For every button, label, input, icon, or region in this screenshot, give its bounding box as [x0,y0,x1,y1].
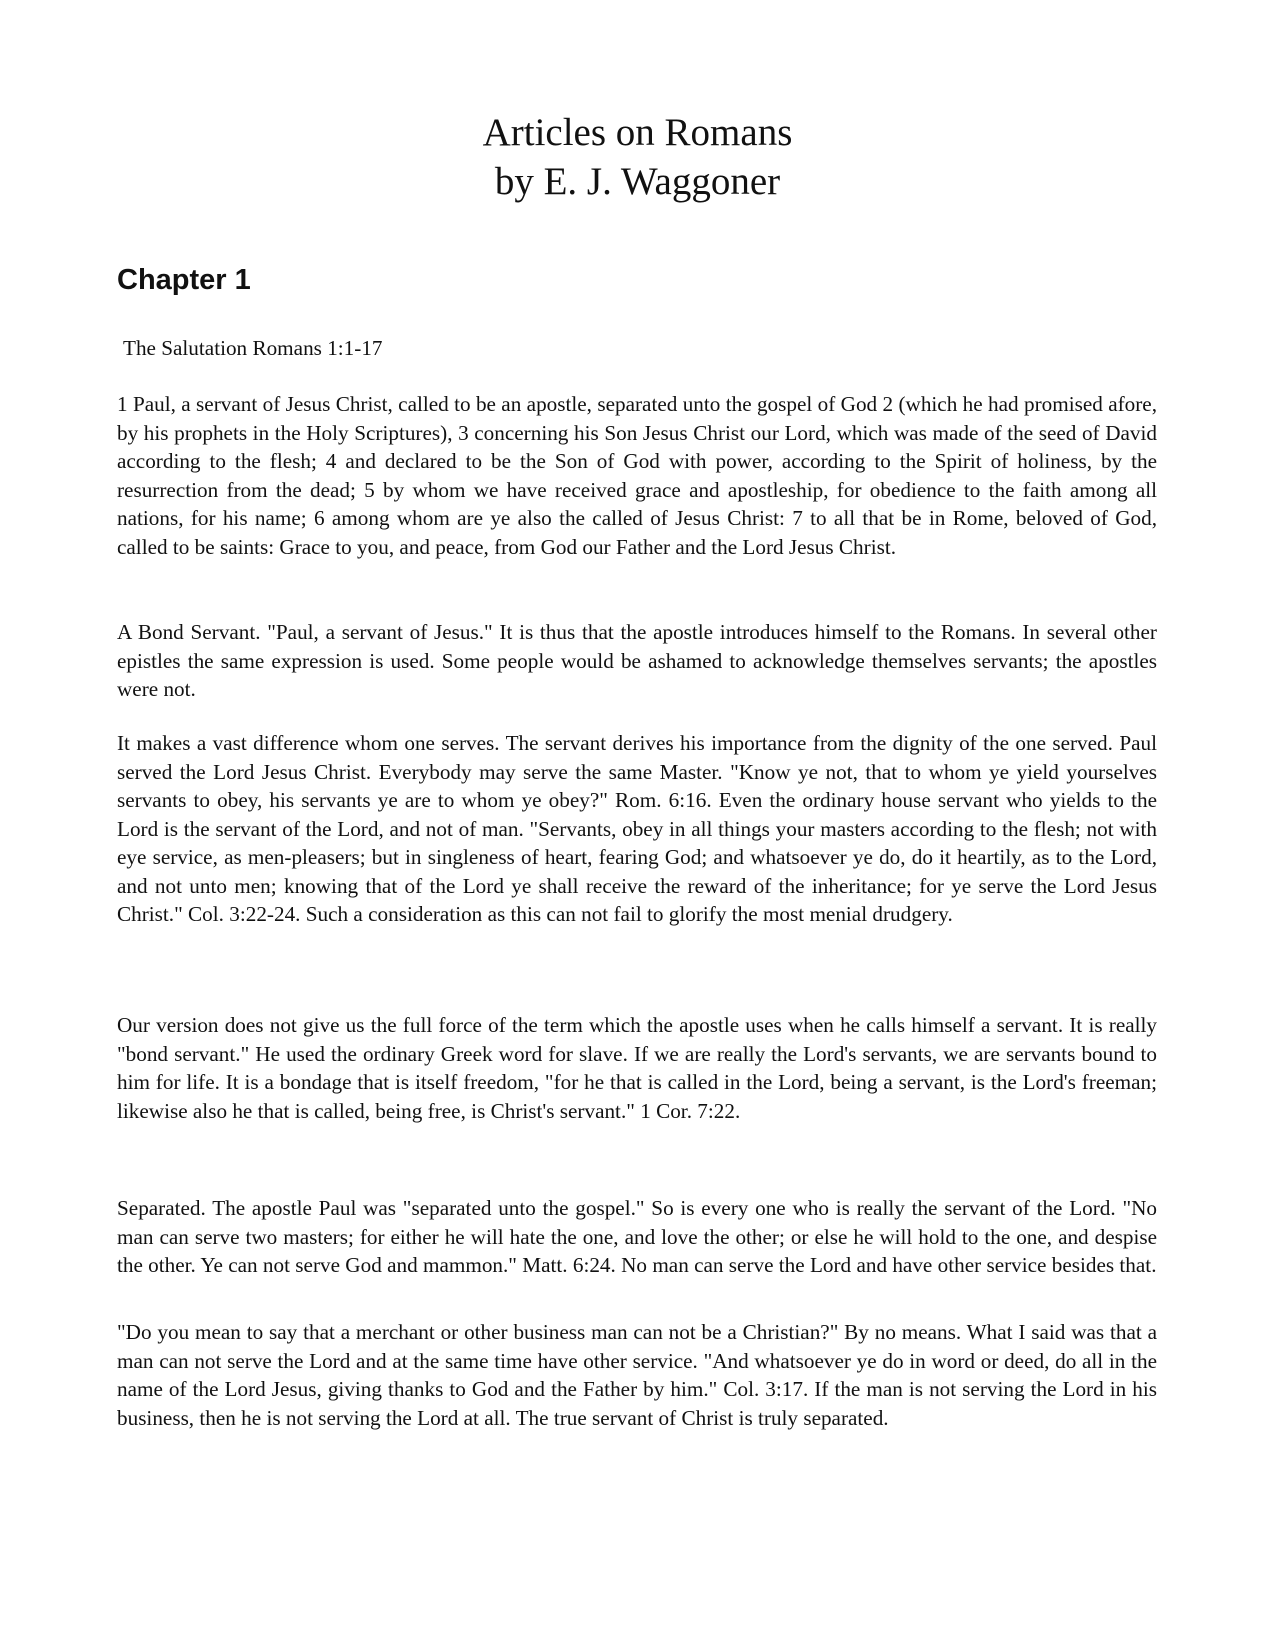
paragraph-whom-one-serves: It makes a vast difference whom one serves. The servant derives his importance from the dignity of the one served. Paul served the Lord Jesus Christ. Everybody may serve the same Master. "Know ye not, that to whom ye yield yourselves servants to obey, his servants ye are to whom ye obey?" Rom. 6:16. Even the ordinary house servant who yields to the Lord is the servant of the Lord, and not of man. "Servants, obey in all things your masters according to the flesh; not with eye service, as men-pleasers; but in singleness of heart, fearing God; and whatsoever ye do, do it heartily, as to the Lord, and not unto men; knowing that of the Lord ye shall receive the reward of the inheritance; for ye serve the Lord Jesus Christ." Col. 3:22-24. Such a consideration as this can not fail to glorify the most menial drudgery. [117,731,1157,926]
title-line-2: by E. J. Waggoner [494,160,781,203]
title-line-1: Articles on Romans [482,111,793,154]
paragraph-scripture-text: 1 Paul, a servant of Jesus Christ, called to be an apostle, separated unto the gospel of God 2 (which he had promised afore, by his prophets in the Holy Scriptures), 3 concerning his Son Jesus Christ our Lord, which was made of the seed of David according to the flesh; 4 and declared to be the Son of God with power, according to the Spirit of holiness, by the resurrection from the dead; 5 by whom we have received grace and apostleship, for obedience to the faith among all nations, for his name; 6 among whom are ye also the called of Jesus Christ: 7 to all that be in Rome, beloved of God, called to be saints: Grace to you, and peace, from God our Father and the Lord Jesus Christ. [117,392,1157,559]
paragraph-separated: Separated. The apostle Paul was "separated unto the gospel." So is every one who is really the servant of the Lord. "No man can serve two masters; for either he will hate the one, and love the other; or else he will hold to the one, and despise the other. Ye can not serve God and mammon." Matt. 6:24. No man can serve the Lord and have other service besides that. [117,1196,1157,1277]
chapter-heading: Chapter 1 [117,264,251,296]
paragraph-bond-servant: A Bond Servant. "Paul, a servant of Jesus." It is thus that the apostle introduces himself to the Romans. In several other epistles the same expression is used. Some people would be ashamed to acknowledge themselves servants; the apostles were not. [117,620,1157,701]
section-subtitle: The Salutation Romans 1:1-17 [123,336,383,360]
document-title [0,108,1275,206]
paragraph-merchant-question: "Do you mean to say that a merchant or other business man can not be a Christian?" By no means. What I said was that a man can not serve the Lord and at the same time have other service. "And whatsoever ye do in word or deed, do all in the name of the Lord Jesus, giving thanks to God and the Father by him." Col. 3:17. If the man is not serving the Lord in his business, then he is not serving the Lord at all. The true servant of Christ is truly separated. [117,1320,1157,1430]
paragraph-our-version: Our version does not give us the full force of the term which the apostle uses when he calls himself a servant. It is really "bond servant." He used the ordinary Greek word for slave. If we are really the Lord's servants, we are servants bound to him for life. It is a bondage that is itself freedom, "for he that is called in the Lord, being a servant, is the Lord's freeman; likewise also he that is called, being free, is Christ's servant." 1 Cor. 7:22. [117,1013,1157,1123]
